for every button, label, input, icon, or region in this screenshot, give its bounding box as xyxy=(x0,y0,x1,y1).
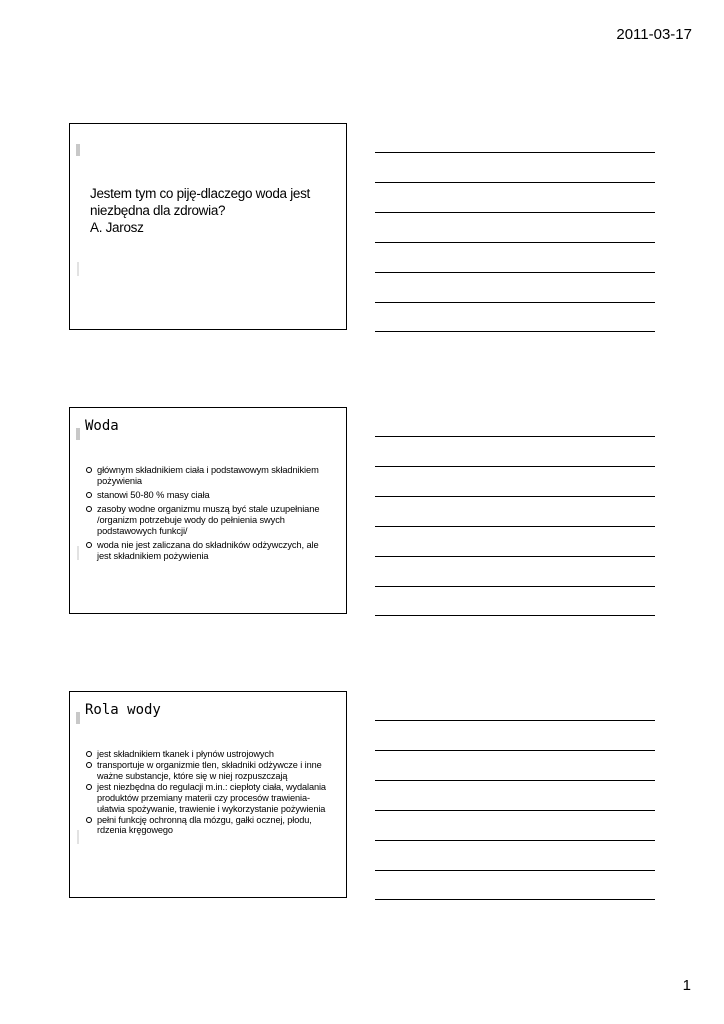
bullet-list xyxy=(85,465,335,565)
bullet-item: pełni funkcję ochronną dla mózgu, gałki ocznej, płodu, rdzenia kręgowego xyxy=(85,815,335,836)
bullet-item: woda nie jest zaliczana do składników odżywczych, ale jest składnikiem pożywienia xyxy=(85,540,335,562)
note-line xyxy=(375,720,655,721)
bullet-item: głównym składnikiem ciała i podstawowym składnikiem pożywienia xyxy=(85,465,335,487)
note-line xyxy=(375,496,655,497)
note-line xyxy=(375,466,655,467)
bullet-item: zasoby wodne organizmu muszą być stale uzupełniane /organizm potrzebuje wody do pełnienia swych podstawowych funkcji/ xyxy=(85,504,335,537)
note-line xyxy=(375,556,655,557)
bullet-list xyxy=(85,749,335,837)
slide-title xyxy=(90,185,340,236)
slide-title-line: A. Jarosz xyxy=(90,220,144,235)
note-line xyxy=(375,899,655,900)
bullet-item: jest niezbędna do regulacji m.in.: ciepłoty ciała, wydalania produktów przemiany materii czy procesów trawienia- ułatwia spożywanie, trawienie i wykorzystanie pożywienia xyxy=(85,782,335,814)
slide-edge-marker xyxy=(76,428,80,440)
note-line xyxy=(375,212,655,213)
slide-heading: Rola wody xyxy=(85,702,161,718)
note-line xyxy=(375,242,655,243)
slide-thumbnail-2 xyxy=(69,407,347,614)
note-line xyxy=(375,526,655,527)
slide-edge-marker xyxy=(77,262,79,276)
slide-edge-marker xyxy=(76,712,80,724)
bullet-item: transportuje w organizmie tlen, składniki odżywcze i inne ważne substancje, które się w niej rozpuszczają xyxy=(85,760,335,781)
note-line xyxy=(375,272,655,273)
note-line xyxy=(375,780,655,781)
note-line xyxy=(375,302,655,303)
note-line xyxy=(375,182,655,183)
note-line xyxy=(375,586,655,587)
slide-edge-marker xyxy=(77,546,79,560)
note-line xyxy=(375,750,655,751)
slide-thumbnail-1 xyxy=(69,123,347,330)
slide-title-line: niezbędna dla zdrowia? xyxy=(90,203,226,218)
note-line xyxy=(375,840,655,841)
note-line xyxy=(375,152,655,153)
page-number: 1 xyxy=(682,977,691,994)
note-line xyxy=(375,331,655,332)
slide-thumbnail-3 xyxy=(69,691,347,898)
slide-title-line: Jestem tym co piję-dlaczego woda jest xyxy=(90,186,311,201)
note-line xyxy=(375,810,655,811)
slide-edge-marker xyxy=(76,144,80,156)
note-line xyxy=(375,436,655,437)
note-line xyxy=(375,615,655,616)
note-line xyxy=(375,870,655,871)
bullet-item: jest składnikiem tkanek i płynów ustrojowych xyxy=(85,749,335,760)
slide-edge-marker xyxy=(77,830,79,844)
page-date: 2011-03-17 xyxy=(616,26,692,43)
bullet-item: stanowi 50-80 % masy ciała xyxy=(85,490,335,501)
slide-heading: Woda xyxy=(85,418,119,434)
